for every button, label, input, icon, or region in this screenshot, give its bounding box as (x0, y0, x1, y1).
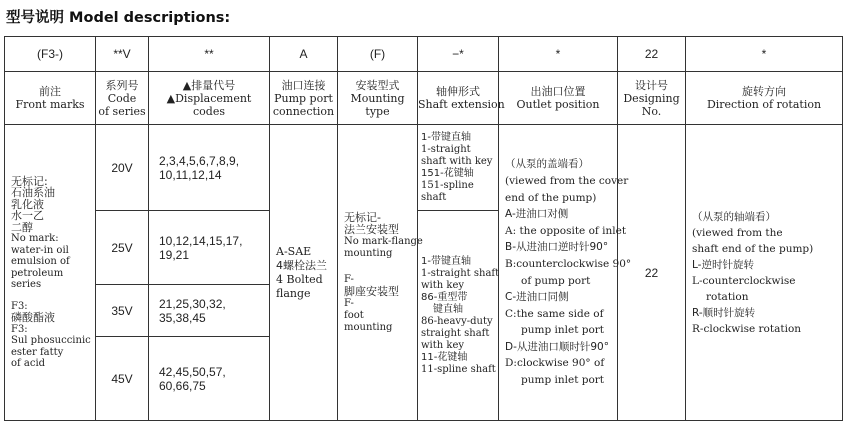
code-displacement: ** (149, 37, 270, 72)
code-outlet: * (499, 37, 618, 72)
code-designing: 22 (618, 37, 686, 72)
header-shaft-extension: 轴伸形式 Shaft extension (418, 72, 499, 125)
header-rotation: 旋转方向 Direction of rotation (686, 72, 843, 125)
mounting-type-cell: 无标记- 法兰安装型 No mark-flange mounting F- 脚座安装型 F- foot mounting (338, 125, 418, 421)
port-connection-cell: A-SAE 4螺栓法兰 4 Bolted flange (270, 125, 338, 421)
displacement-45v: 42,45,50,57, 60,66,75 (149, 337, 270, 421)
model-description-table (4, 36, 843, 421)
header-front-marks: 前注 Front marks (5, 72, 96, 125)
header-designing-no: 设计号 Designing No. (618, 72, 686, 125)
header-outlet-position: 出油口位置 Outlet position (499, 72, 618, 125)
header-pump-port: 油口连接 Pump port connection (270, 72, 338, 125)
designing-no-cell: 22 (618, 125, 686, 421)
header-mounting-type: 安装型式 Mounting type (338, 72, 418, 125)
header-row (5, 72, 843, 125)
code-shaft: −* (418, 37, 499, 72)
series-code-35v: 35V (96, 285, 149, 337)
header-code-of-series: 系列号 Code of series (96, 72, 149, 125)
series-code-45v: 45V (96, 337, 149, 421)
series-code-25v: 25V (96, 211, 149, 285)
front-marks-cell: 无标记: 石油系油 乳化液 水一乙 二醇 No mark: water-in oil emulsion of petroleum series F3: 磷酸酯液 F3: Sul phosuccinic ester fatty of acid (5, 125, 96, 421)
displacement-20v: 2,3,4,5,6,7,8,9, 10,11,12,14 (149, 125, 270, 211)
shaft-extension-top: 1-带键直轴 1-straight shaft with key 151-花键轴 151-spline shaft (418, 125, 499, 211)
header-displacement: ▲排量代号 ▲Displacement codes (149, 72, 270, 125)
shaft-extension-bottom: 1-带键直轴 1-straight shaft with key 86-重型带 键直轴 86-heavy-duty straight shaft with key 11-花键轴 11-spline shaft (418, 211, 499, 421)
displacement-25v: 10,12,14,15,17, 19,21 (149, 211, 270, 285)
code-series: **V (96, 37, 149, 72)
code-front: (F3-) (5, 37, 96, 72)
code-row (5, 37, 843, 72)
code-port: A (270, 37, 338, 72)
body-row-20v (5, 125, 843, 211)
displacement-35v: 21,25,30,32, 35,38,45 (149, 285, 270, 337)
page-title: 型号说明 Model descriptions: (6, 10, 231, 26)
outlet-position-cell: （从泵的盖端看） (viewed from the cover end of the pump) A-进油口对侧 A: the opposite of inlet B-从进油口逆时针90° B:counterclockwise 90° of pump port C-进油口同侧 C:the same side of pump inlet port D-从进油口顺时针90° D:clockwise 90° of pump inlet port (499, 125, 618, 421)
code-mounting: (F) (338, 37, 418, 72)
series-code-20v: 20V (96, 125, 149, 211)
code-rotation: * (686, 37, 843, 72)
rotation-cell: （从泵的轴端看） (viewed from the shaft end of the pump) L-逆时针旋转 L-counterclockwise rotation R-顺时针旋转 R-clockwise rotation (686, 125, 843, 421)
